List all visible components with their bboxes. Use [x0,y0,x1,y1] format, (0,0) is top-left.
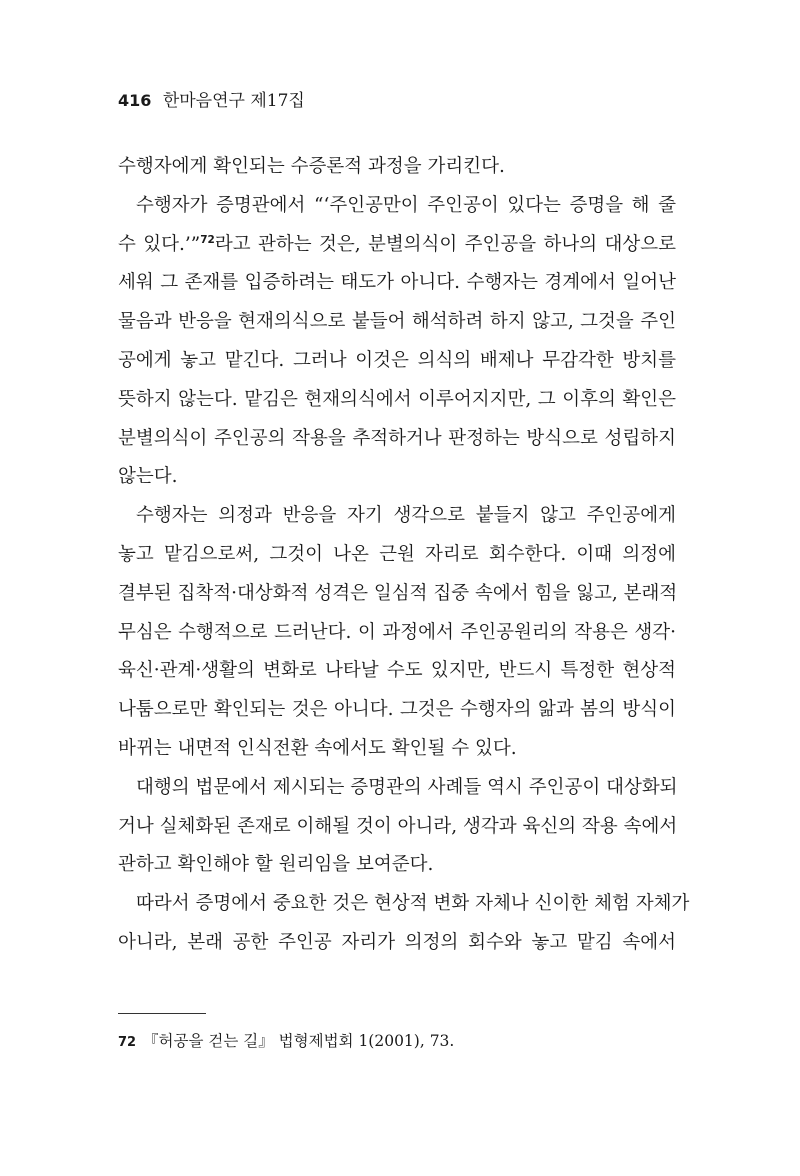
text-line: 놓고 맡김으로써, 그것이 나온 근원 자리로 회수한다. 이때 의정에 [118,543,676,565]
text-line: 아니라, 본래 공한 주인공 자리가 의정의 회수와 놓고 맡김 속에서 [118,931,676,953]
text-line: 거나 실체화된 존재로 이해될 것이 아니라, 생각과 육신의 작용 속에서 [118,815,678,837]
text-line: 세워 그 존재를 입증하려는 태도가 아니다. 수행자는 경계에서 일어난 [118,272,676,294]
text-fragment: 수 있다.’” [118,233,201,255]
text-line: 뜻하지 않는다. 맡김은 현재의식에서 이루어지지만, 그 이후의 확인은 [118,388,676,410]
text-line: 관하고 확인해야 할 원리임을 보여준다. [118,854,434,876]
text-line: 수행자에게 확인되는 수증론적 과정을 가리킨다. [118,156,505,177]
text-line: 따라서 증명에서 중요한 것은 현상적 변화 자체나 신이한 체험 자체가 [136,893,690,915]
text-line: 수행자가 증명관에서 “‘주인공만이 주인공이 있다는 증명을 해 줄 [136,194,676,216]
text-line [118,226,676,265]
text-line: 물음과 반응을 현재의식으로 붙들어 해석하려 하지 않고, 그것을 주인 [118,311,676,333]
text-line: 무심은 수행적으로 드러난다. 이 과정에서 주인공원리의 작용은 생각· [118,621,676,643]
body-text [118,148,690,963]
text-fragment: 라고 관하는 것은, 분별의식이 주인공을 하나의 대상으로 [214,233,677,255]
text-line: 수행자는 의정과 반응을 자기 생각으로 붙들지 않고 주인공에게 [136,505,676,527]
footnote-divider [118,1013,206,1014]
text-line: 육신·관계·생활의 변화로 나타날 수도 있지만, 반드시 특정한 현상적 [118,660,676,682]
text-line: 대행의 법문에서 제시되는 증명관의 사례들 역시 주인공이 대상화되 [136,776,678,798]
footnote-reference: 72 [200,233,215,246]
text-line: 바뀌는 내면적 인식전환 속에서도 확인될 수 있다. [118,737,517,759]
text-line: 나툼으로만 확인되는 것은 아니다. 그것은 수행자의 앎과 봄의 방식이 [118,699,676,721]
page-number: 416 [118,91,152,110]
text-line: 분별의식이 주인공의 작용을 추적하거나 판정하는 방식으로 성립하지 [118,427,676,449]
footnote [118,1029,454,1051]
text-line: 공에게 놓고 맡긴다. 그러나 이것은 의식의 배제나 무감각한 방치를 [118,349,676,371]
footnote-number: 72 [118,1035,137,1050]
running-header [118,86,305,111]
text-line: 않는다. [118,466,178,488]
text-line: 결부된 집착적·대상화적 성격은 일심적 집중 속에서 힘을 잃고, 본래적 [118,582,678,604]
footnote-text: 『허공을 걷는 길』 법형제법회 1(2001), 73. [143,1032,455,1050]
running-title: 한마음연구 제17집 [162,91,305,111]
